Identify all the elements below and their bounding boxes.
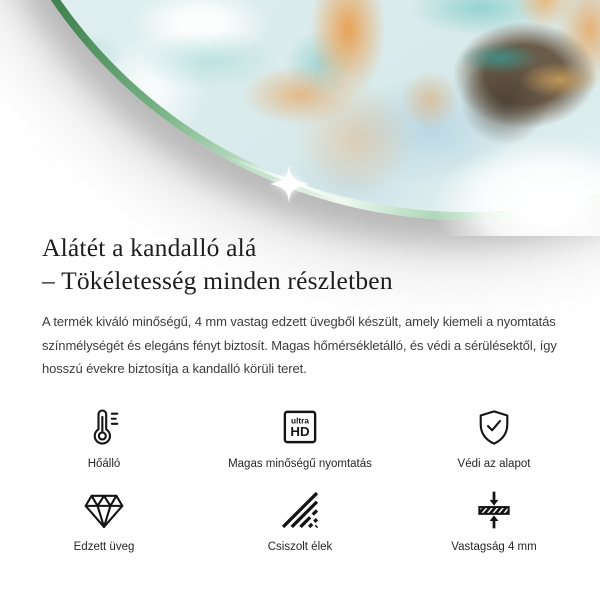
feature-item-heat-resistant bbox=[0, 405, 208, 472]
ultra-hd-icon bbox=[278, 405, 322, 449]
ultra-hd-icon-text-small: ultra bbox=[291, 416, 309, 426]
thickness-icon bbox=[472, 488, 516, 532]
feature-label: Csiszolt élek bbox=[267, 541, 333, 553]
page-title-line2: – Tökéletesség minden részletben bbox=[42, 266, 393, 295]
glass-highlight-fade bbox=[420, 112, 600, 236]
shield-check-icon bbox=[472, 405, 516, 449]
product-description: A termék kiváló minőségű, 4 mm vastag edzett üvegből készült, amely kiemeli a nyomtatás színmélységét és elegáns fényt biztosít. Magas hőmérsékletálló, és védi a sérülésektől, így hosszú évekre biztosítja a kandalló körüli teret. bbox=[42, 314, 557, 377]
feature-label: Hőálló bbox=[87, 458, 121, 470]
feature-item-tempered-glass bbox=[0, 488, 208, 555]
feature-item-ultra-hd-print bbox=[208, 405, 392, 472]
feature-label: Védi az alapot bbox=[457, 458, 531, 470]
feature-label: Edzett üveg bbox=[73, 541, 135, 553]
page-title-line1: Alátét a kandalló alá bbox=[42, 233, 257, 262]
sparkle-icon bbox=[269, 164, 309, 204]
features-list bbox=[0, 405, 600, 555]
feature-label: Magas minőségű nyomtatás bbox=[228, 458, 372, 470]
feature-label: Vastagság 4 mm bbox=[451, 541, 537, 553]
feature-item-thickness-4mm bbox=[392, 488, 596, 555]
thermometer-icon bbox=[82, 405, 126, 449]
feature-item-protects-base bbox=[392, 405, 596, 472]
diamond-icon bbox=[82, 488, 126, 532]
ultra-hd-icon-text-large: HD bbox=[290, 424, 310, 440]
feature-item-polished-edges bbox=[208, 488, 392, 555]
polished-edges-icon bbox=[278, 488, 322, 532]
page-title bbox=[42, 231, 393, 297]
